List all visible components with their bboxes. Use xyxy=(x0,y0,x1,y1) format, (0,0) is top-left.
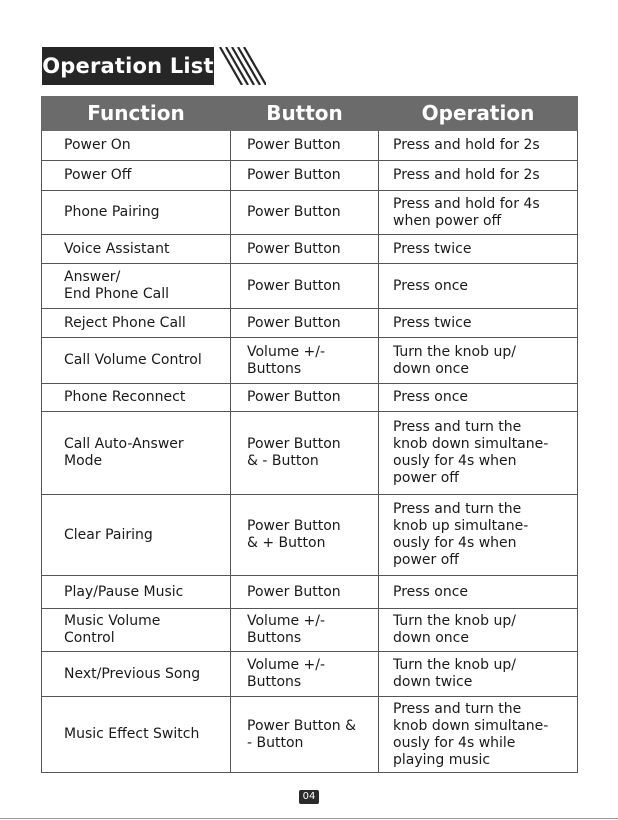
cell-function: Power On xyxy=(42,131,231,161)
cell-function: Call Auto-Answer Mode xyxy=(42,412,231,495)
table-row xyxy=(42,609,578,652)
bottom-divider xyxy=(0,818,618,819)
table-row xyxy=(42,652,578,697)
table-row xyxy=(42,576,578,609)
table-row xyxy=(42,161,578,191)
cell-operation: Press and hold for 4s when power off xyxy=(379,191,578,235)
cell-operation: Press twice xyxy=(379,235,578,264)
cell-function: Phone Pairing xyxy=(42,191,231,235)
diagonal-stripes-icon xyxy=(216,47,266,85)
cell-function: Voice Assistant xyxy=(42,235,231,264)
cell-button: Power Button xyxy=(231,161,379,191)
cell-function: Next/Previous Song xyxy=(42,652,231,697)
table-row xyxy=(42,264,578,309)
cell-function: Music Volume Control xyxy=(42,609,231,652)
table-row xyxy=(42,412,578,495)
cell-operation: Press once xyxy=(379,576,578,609)
cell-operation: Press once xyxy=(379,384,578,412)
cell-operation: Press and turn the knob down simultane- ously for 4s when power off xyxy=(379,412,578,495)
cell-operation: Turn the knob up/ down twice xyxy=(379,652,578,697)
cell-function: Clear Pairing xyxy=(42,495,231,576)
cell-button: Power Button & + Button xyxy=(231,495,379,576)
cell-button: Power Button xyxy=(231,309,379,338)
cell-button: Power Button xyxy=(231,131,379,161)
cell-operation: Press and turn the knob down simultane- ously for 4s while playing music xyxy=(379,697,578,773)
header-button: Button xyxy=(231,97,379,131)
cell-operation: Press and hold for 2s xyxy=(379,131,578,161)
table-row xyxy=(42,495,578,576)
table-row xyxy=(42,309,578,338)
cell-operation: Turn the knob up/ down once xyxy=(379,338,578,384)
header-function: Function xyxy=(42,97,231,131)
table-row xyxy=(42,338,578,384)
cell-operation: Press twice xyxy=(379,309,578,338)
cell-button: Volume +/- Buttons xyxy=(231,338,379,384)
section-title-label: Operation List xyxy=(42,47,214,85)
cell-function: Answer/ End Phone Call xyxy=(42,264,231,309)
table-header-row xyxy=(42,97,578,131)
table-body xyxy=(42,131,578,773)
table-row xyxy=(42,384,578,412)
cell-function: Play/Pause Music xyxy=(42,576,231,609)
cell-button: Volume +/- Buttons xyxy=(231,609,379,652)
table-row xyxy=(42,697,578,773)
table-row xyxy=(42,131,578,161)
cell-button: Power Button xyxy=(231,384,379,412)
table-row xyxy=(42,235,578,264)
table-row xyxy=(42,191,578,235)
cell-button: Volume +/- Buttons xyxy=(231,652,379,697)
cell-function: Call Volume Control xyxy=(42,338,231,384)
cell-function: Music Effect Switch xyxy=(42,697,231,773)
page-number: 04 xyxy=(299,790,319,804)
operation-table xyxy=(41,96,578,773)
cell-button: Power Button & - Button xyxy=(231,697,379,773)
section-title xyxy=(42,47,266,85)
header-operation: Operation xyxy=(379,97,578,131)
cell-function: Reject Phone Call xyxy=(42,309,231,338)
cell-button: Power Button xyxy=(231,576,379,609)
cell-operation: Press once xyxy=(379,264,578,309)
cell-function: Phone Reconnect xyxy=(42,384,231,412)
cell-button: Power Button xyxy=(231,264,379,309)
cell-operation: Press and turn the knob up simultane- ously for 4s when power off xyxy=(379,495,578,576)
cell-operation: Press and hold for 2s xyxy=(379,161,578,191)
cell-button: Power Button xyxy=(231,191,379,235)
cell-button: Power Button xyxy=(231,235,379,264)
cell-operation: Turn the knob up/ down once xyxy=(379,609,578,652)
cell-function: Power Off xyxy=(42,161,231,191)
cell-button: Power Button & - Button xyxy=(231,412,379,495)
